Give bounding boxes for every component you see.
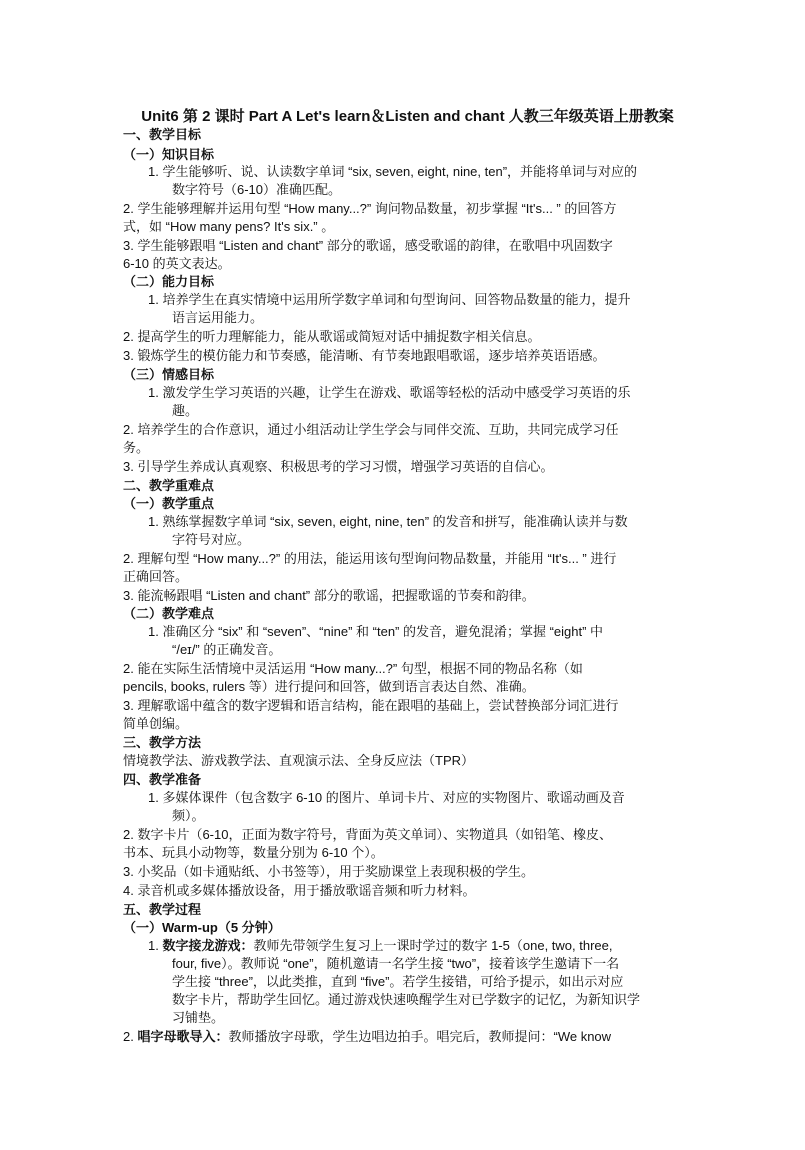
line-text: 字符号对应。: [172, 532, 251, 547]
line-text: 情境教学法、游戏教学法、直观演示法、全身反应法（TPR）: [123, 753, 475, 768]
text-line: [123, 347, 605, 365]
line-text: 2. 能在实际生活情境中灵活运用 “How many...?” 句型，根据不同的物品名称（如: [123, 661, 583, 676]
text-line: [123, 863, 534, 881]
text-line: [148, 789, 625, 807]
line-text: 1. 多媒体课件（包含数字 6-10 的图片、单词卡片、对应的实物图片、歌谣动画及音: [148, 790, 625, 805]
line-text: 2.: [123, 1029, 138, 1044]
text-line: [123, 200, 616, 218]
section-heading: [123, 734, 201, 752]
line-text: 务。: [123, 440, 150, 455]
text-line: [123, 697, 618, 715]
line-text: （二）能力目标: [123, 274, 215, 289]
text-line: [123, 1028, 611, 1046]
line-text: 书本、玩具小动物等，数量分别为 6-10 个）。: [123, 845, 384, 860]
text-line: [123, 660, 583, 678]
text-line: [123, 328, 540, 346]
text-line: [123, 882, 475, 900]
text-line: [148, 163, 637, 181]
section-heading: [123, 146, 214, 164]
text-line: [172, 973, 623, 991]
line-text: 简单创编。: [123, 716, 189, 731]
text-line: [123, 752, 474, 770]
line-text: 1. 熟练掌握数字单词 “six, seven, eight, nine, ten” 的发音和拼写，能准确认读并与数: [148, 514, 628, 529]
text-line: [172, 309, 263, 327]
text-line: [123, 439, 149, 457]
line-text: 1. 培养学生在真实情境中运用所学数字单词和句型询问、回答物品数量的能力，提升: [148, 292, 631, 307]
text-line: [172, 402, 198, 420]
line-text: 式，如 “How many pens? It's six.” 。: [123, 219, 335, 234]
line-text: “/eɪ/” 的正确发音。: [172, 642, 282, 657]
text-line: [148, 291, 630, 309]
line-text: 频）。: [172, 808, 205, 823]
section-heading: [123, 273, 214, 291]
line-text: 3. 学生能够跟唱 “Listen and chant” 部分的歌谣，感受歌谣的韵律，在歌唱中巩固数字: [123, 238, 613, 253]
line-text: 4. 录音机或多媒体播放设备，用于播放歌谣音频和听力材料。: [123, 883, 476, 898]
section-heading: [123, 901, 201, 919]
line-text: 2. 理解句型 “How many...?” 的用法，能运用该句型询问物品数量，并能用 “It's... ” 进行: [123, 551, 617, 566]
text-line: [172, 807, 205, 825]
text-line: [172, 641, 281, 659]
line-text: 趣。: [172, 403, 199, 418]
line-text: 数字卡片，帮助学生回忆。通过游戏快速唤醒学生对已学数字的记忆，为新知识学: [172, 992, 641, 1007]
section-heading: [123, 126, 201, 144]
line-text: four, five）。教师说 “one”，随机邀请一名学生接 “two”，接着该学生邀请下一名: [172, 956, 620, 971]
line-text: 一、教学目标: [123, 127, 202, 142]
line-text: 3. 能流畅跟唱 “Listen and chant” 部分的歌谣，把握歌谣的节奏和韵律。: [123, 588, 535, 603]
text-line: [148, 937, 613, 955]
line-text: 2. 数字卡片（6-10，正面为数字符号，背面为英文单词）、实物道具（如铅笔、橡皮、: [123, 827, 612, 842]
line-text: 语言运用能力。: [172, 310, 264, 325]
line-text: （三）情感目标: [123, 367, 215, 382]
text-line: [148, 384, 630, 402]
line-rest-text: 教师先带领学生复习上一课时学过的数字 1-5（one, two, three,: [253, 938, 613, 953]
text-line: [123, 458, 553, 476]
text-line: [123, 715, 188, 733]
line-text: 3. 引导学生养成认真观察、积极思考的学习习惯，增强学习英语的自信心。: [123, 459, 554, 474]
text-line: [148, 513, 628, 531]
text-line: [123, 678, 535, 696]
line-text: 正确回答。: [123, 569, 189, 584]
line-text: 2. 提高学生的听力理解能力，能从歌谣或简短对话中捕捉数字相关信息。: [123, 329, 541, 344]
line-text: 3. 锻炼学生的模仿能力和节奏感，能清晰、有节奏地跟唱歌谣，逐步培养英语语感。: [123, 348, 606, 363]
line-text: 四、教学准备: [123, 772, 202, 787]
line-text: 二、教学重难点: [123, 478, 215, 493]
line-text: 1.: [148, 938, 163, 953]
line-text: pencils, books, rulers 等）进行提问和回答，做到语言表达自然、准确。: [123, 679, 535, 694]
line-text: 学生接 “three”，以此类推，直到 “five”。若学生接错，可给予提示，如出示对应: [172, 974, 624, 989]
line-text: 1. 准确区分 “six” 和 “seven”、“nine” 和 “ten” 的发音，避免混淆；掌握 “eight” 中: [148, 624, 604, 639]
text-line: [123, 587, 535, 605]
text-line: [172, 531, 250, 549]
text-line: [172, 955, 619, 973]
line-text: （一）知识目标: [123, 147, 215, 162]
line-text: 习铺垫。: [172, 1010, 225, 1025]
line-text: 2. 培养学生的合作意识，通过小组活动让学生学会与同伴交流、互助，共同完成学习任: [123, 422, 619, 437]
line-text: 数字符号（6-10）准确匹配。: [172, 182, 342, 197]
line-text: 3. 小奖品（如卡通贴纸、小书签等），用于奖励课堂上表现积极的学生。: [123, 864, 534, 879]
text-line: [148, 623, 603, 641]
line-text: 三、教学方法: [123, 735, 202, 750]
line-text: 3. 理解歌谣中蕴含的数字逻辑和语言结构，能在跟唱的基础上，尝试替换部分词汇进行: [123, 698, 619, 713]
text-line: [172, 1009, 224, 1027]
text-line: [123, 826, 612, 844]
line-text: （一）Warm-up（5 分钟）: [123, 920, 281, 935]
line-rest-text: 教师播放字母歌，学生边唱边拍手。唱完后，教师提问：“We know: [228, 1029, 612, 1044]
section-heading: [123, 477, 214, 495]
text-line: [172, 991, 640, 1009]
section-heading: [123, 605, 214, 623]
document-title: Unit6 第 2 课时 Part A Let's learn＆Listen and chant 人教三年级英语上册教案: [141, 108, 674, 125]
bold-lead-text: 数字接龙游戏：: [162, 938, 254, 953]
section-heading: [123, 495, 214, 513]
line-text: 1. 学生能够听、说、认读数字单词 “six, seven, eight, nine, ten”，并能将单词与对应的: [148, 164, 638, 179]
line-text: （一）教学重点: [123, 496, 215, 511]
text-line: [172, 181, 341, 199]
line-text: 五、教学过程: [123, 902, 202, 917]
line-text: 2. 学生能够理解并运用句型 “How many...?” 询问物品数量，初步掌握 “It's... ” 的回答方: [123, 201, 617, 216]
section-heading: [123, 919, 281, 937]
text-line: [123, 218, 334, 236]
line-text: （二）教学难点: [123, 606, 215, 621]
text-line: [123, 255, 231, 273]
section-heading: [123, 771, 201, 789]
text-line: [123, 844, 384, 862]
text-line: [123, 237, 613, 255]
text-line: [123, 421, 618, 439]
bold-lead-text: 唱字母歌导入：: [137, 1029, 229, 1044]
text-line: [123, 568, 188, 586]
line-text: 6-10 的英文表达。: [123, 256, 231, 271]
section-heading: [123, 366, 214, 384]
line-text: 1. 激发学生学习英语的兴趣，让学生在游戏、歌谣等轻松的活动中感受学习英语的乐: [148, 385, 631, 400]
text-line: [123, 550, 616, 568]
